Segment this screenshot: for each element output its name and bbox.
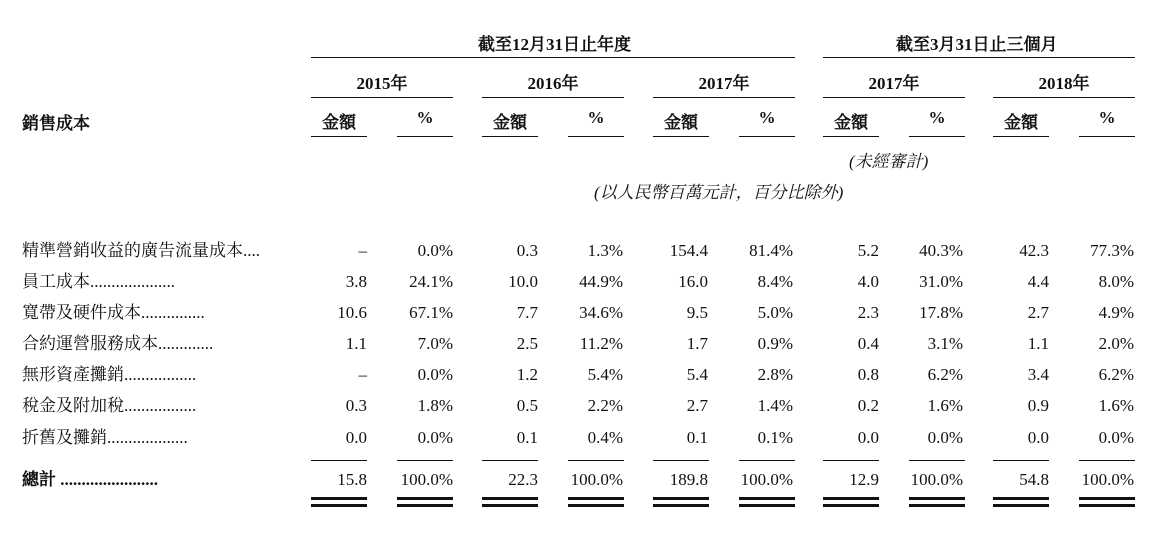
subheader-rule [482,136,538,137]
subheader-rule [1079,136,1135,137]
amount-column-header: 金額 [322,113,356,132]
total-top-rule [909,460,965,461]
table-cell-amount: 0.0 [857,428,879,447]
percent-column-header: % [758,108,776,127]
table-cell-amount: – [358,241,367,260]
table-cell-percent: 0.0% [417,428,453,447]
table-cell-percent: 1.4% [757,396,793,415]
table-cell-percent: 2.0% [1098,334,1134,353]
table-cell-percent: 6.2% [927,365,963,384]
total-cell-percent: 100.0% [910,470,963,489]
row-label: 折舊及攤銷................... [22,428,188,447]
group-rule-quarterly [823,57,1135,58]
table-cell-amount: 1.1 [345,334,367,353]
year-header-2016: 2016年 [527,74,579,93]
table-cell-percent: 0.4% [587,428,623,447]
row-label-header: 銷售成本 [22,114,90,133]
total-double-rule [397,497,453,500]
table-cell-percent: 77.3% [1090,241,1134,260]
group-rule-annual [311,57,795,58]
table-cell-percent: 1.8% [417,396,453,415]
total-top-rule [568,460,624,461]
table-cell-amount: 5.2 [857,241,879,260]
total-double-rule [482,504,538,507]
percent-column-header: % [416,108,434,127]
table-cell-percent: 5.4% [587,365,623,384]
percent-column-header: % [928,108,946,127]
year-header-2017-q1: 2017年 [868,74,920,93]
table-cell-percent: 44.9% [579,272,623,291]
table-cell-percent: 1.3% [587,241,623,260]
total-double-rule [909,504,965,507]
total-cell-percent: 100.0% [570,470,623,489]
unit-note: (以人民幣百萬元計，百分比除外) [594,183,844,202]
table-cell-amount: 2.7 [686,396,708,415]
group-header-annual: 截至12月31日止年度 [478,35,631,54]
table-cell-amount: – [358,365,367,384]
table-cell-amount: 0.0 [345,428,367,447]
subheader-rule [568,136,624,137]
table-cell-amount: 16.0 [678,272,708,291]
table-cell-percent: 40.3% [919,241,963,260]
table-cell-percent: 5.0% [757,303,793,322]
total-double-rule [993,504,1049,507]
total-double-rule [653,504,709,507]
table-cell-amount: 0.1 [516,428,538,447]
table-cell-percent: 3.1% [927,334,963,353]
table-cell-percent: 0.0% [417,241,453,260]
total-top-rule [1079,460,1135,461]
table-cell-percent: 2.8% [757,365,793,384]
table-cell-amount: 7.7 [516,303,538,322]
table-cell-percent: 1.6% [1098,396,1134,415]
total-double-rule [568,497,624,500]
year-rule-2017-q1 [823,97,965,98]
table-cell-amount: 154.4 [669,241,708,260]
subheader-rule [823,136,879,137]
table-cell-amount: 10.0 [508,272,538,291]
total-cell-percent: 100.0% [1081,470,1134,489]
amount-column-header: 金額 [664,113,698,132]
year-rule-2015 [311,97,453,98]
table-cell-amount: 1.1 [1027,334,1049,353]
table-cell-amount: 5.4 [686,365,708,384]
table-cell-percent: 8.0% [1098,272,1134,291]
total-cell-amount: 54.8 [1019,470,1049,489]
total-top-rule [993,460,1049,461]
table-cell-amount: 4.0 [857,272,879,291]
subheader-rule [311,136,367,137]
unaudited-note: (未經審計) [849,152,929,171]
total-cell-amount: 189.8 [669,470,708,489]
table-cell-amount: 3.4 [1027,365,1049,384]
year-rule-2016 [482,97,624,98]
total-cell-amount: 22.3 [508,470,538,489]
total-cell-percent: 100.0% [740,470,793,489]
total-cell-amount: 12.9 [849,470,879,489]
table-cell-amount: 0.5 [516,396,538,415]
table-cell-amount: 0.9 [1027,396,1049,415]
table-cell-amount: 0.3 [345,396,367,415]
table-cell-percent: 7.0% [417,334,453,353]
table-cell-percent: 17.8% [919,303,963,322]
table-cell-amount: 0.1 [686,428,708,447]
total-double-rule [739,504,795,507]
total-double-rule [909,497,965,500]
total-double-rule [397,504,453,507]
table-cell-percent: 8.4% [757,272,793,291]
table-cell-amount: 0.3 [516,241,538,260]
table-cell-percent: 11.2% [579,334,623,353]
year-header-2018-q1: 2018年 [1038,74,1090,93]
table-cell-percent: 2.2% [587,396,623,415]
total-top-rule [311,460,367,461]
table-cell-amount: 0.0 [1027,428,1049,447]
table-cell-amount: 1.7 [686,334,708,353]
subheader-rule [653,136,709,137]
total-double-rule [739,497,795,500]
table-cell-percent: 81.4% [749,241,793,260]
subheader-rule [909,136,965,137]
total-double-rule [311,504,367,507]
percent-column-header: % [1098,108,1116,127]
year-rule-2018-q1 [993,97,1135,98]
table-cell-percent: 24.1% [409,272,453,291]
table-cell-percent: 34.6% [579,303,623,322]
table-cell-amount: 0.2 [857,396,879,415]
table-cell-amount: 1.2 [516,365,538,384]
amount-column-header: 金額 [493,113,527,132]
amount-column-header: 金額 [1004,113,1038,132]
row-label: 精準營銷收益的廣告流量成本.... [22,241,260,260]
table-cell-percent: 1.6% [927,396,963,415]
year-header-2015: 2015年 [356,74,408,93]
table-cell-percent: 0.0% [417,365,453,384]
table-cell-percent: 0.1% [757,428,793,447]
total-top-rule [482,460,538,461]
row-label: 合約運營服務成本............. [22,334,214,353]
subheader-rule [739,136,795,137]
table-cell-amount: 42.3 [1019,241,1049,260]
total-double-rule [653,497,709,500]
year-rule-2017-annual [653,97,795,98]
total-double-rule [993,497,1049,500]
table-cell-amount: 2.3 [857,303,879,322]
total-double-rule [823,497,879,500]
total-double-rule [311,497,367,500]
table-cell-amount: 9.5 [686,303,708,322]
percent-column-header: % [587,108,605,127]
total-double-rule [1079,497,1135,500]
table-cell-percent: 0.9% [757,334,793,353]
total-double-rule [482,497,538,500]
table-cell-amount: 10.6 [337,303,367,322]
table-cell-percent: 67.1% [409,303,453,322]
table-cell-amount: 2.7 [1027,303,1049,322]
total-double-rule [1079,504,1135,507]
table-cell-percent: 6.2% [1098,365,1134,384]
subheader-rule [397,136,453,137]
table-cell-percent: 0.0% [927,428,963,447]
table-cell-percent: 31.0% [919,272,963,291]
row-label: 員工成本.................... [22,272,175,291]
table-cell-amount: 0.8 [857,365,879,384]
table-cell-amount: 4.4 [1027,272,1049,291]
group-header-quarterly: 截至3月31日止三個月 [896,35,1058,54]
year-header-2017-annual: 2017年 [698,74,750,93]
total-top-rule [739,460,795,461]
table-cell-percent: 4.9% [1098,303,1134,322]
row-label: 無形資產攤銷................. [22,365,197,384]
total-cell-percent: 100.0% [400,470,453,489]
table-cell-amount: 2.5 [516,334,538,353]
total-cell-amount: 15.8 [337,470,367,489]
total-top-rule [397,460,453,461]
total-double-rule [823,504,879,507]
row-label: 稅金及附加稅................. [22,396,197,415]
table-cell-amount: 0.4 [857,334,879,353]
amount-column-header: 金額 [834,113,868,132]
row-label: 寬帶及硬件成本............... [22,303,205,322]
table-cell-amount: 3.8 [345,272,367,291]
total-label: 總計 ....................... [22,470,158,489]
total-top-rule [653,460,709,461]
total-double-rule [568,504,624,507]
subheader-rule [993,136,1049,137]
table-cell-percent: 0.0% [1098,428,1134,447]
total-top-rule [823,460,879,461]
